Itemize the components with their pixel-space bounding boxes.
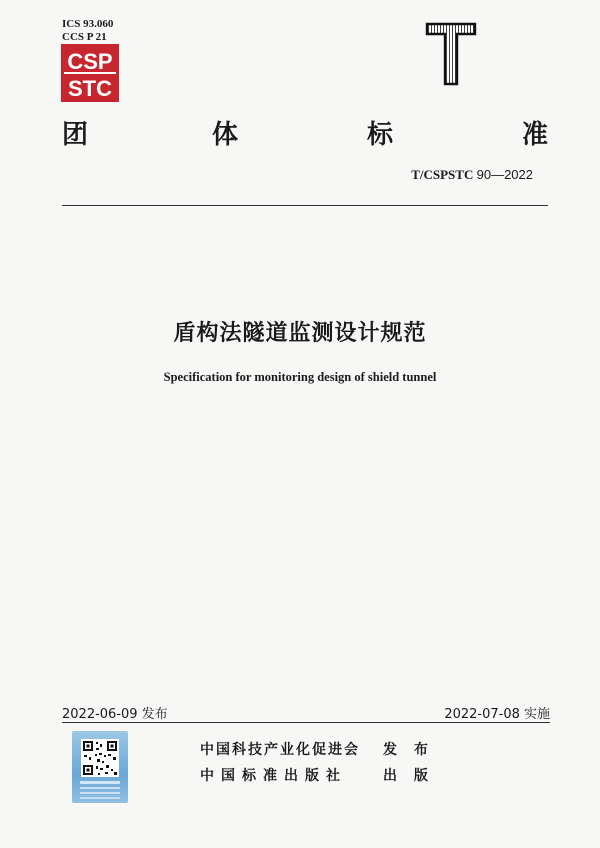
footer-divider <box>62 722 550 723</box>
standard-type-heading <box>62 114 550 150</box>
classification-codes <box>62 18 113 44</box>
standard-type-char: 体 <box>212 120 239 150</box>
issue-date: 2022-06-09 发布 <box>62 707 168 722</box>
title-english: Specification for monitoring design of shield tunnel <box>163 370 437 384</box>
implement-date: 2022-07-08 实施 <box>444 707 550 722</box>
standard-type-char: 团 <box>62 120 89 150</box>
category-letter-mark <box>425 22 477 86</box>
logo-bottom-text: STC <box>68 76 112 101</box>
qr-code-icon <box>72 731 128 803</box>
standard-type-char: 准 <box>522 120 549 150</box>
publisher-action: 发 布 <box>383 742 434 758</box>
standard-number-prefix: T/CSPSTC <box>411 167 477 182</box>
standard-number-value: 90—2022 <box>476 167 533 182</box>
header-divider <box>62 205 548 206</box>
standard-type-char: 标 <box>367 120 394 150</box>
printer-action: 出 版 <box>383 768 434 784</box>
standard-number <box>411 167 533 183</box>
publisher-name: 中国科技产业化促进会 <box>200 742 360 758</box>
ccs-code: CCS P 21 <box>62 31 107 43</box>
cspstc-logo <box>61 44 119 102</box>
title-chinese: 盾构法隧道监测设计规范 <box>173 321 427 346</box>
printer-name: 中国标准出版社 <box>200 768 347 784</box>
logo-top-text: CSP <box>67 49 113 74</box>
anti-counterfeit-qr-label <box>72 731 128 803</box>
ics-code: ICS 93.060 <box>62 18 114 30</box>
